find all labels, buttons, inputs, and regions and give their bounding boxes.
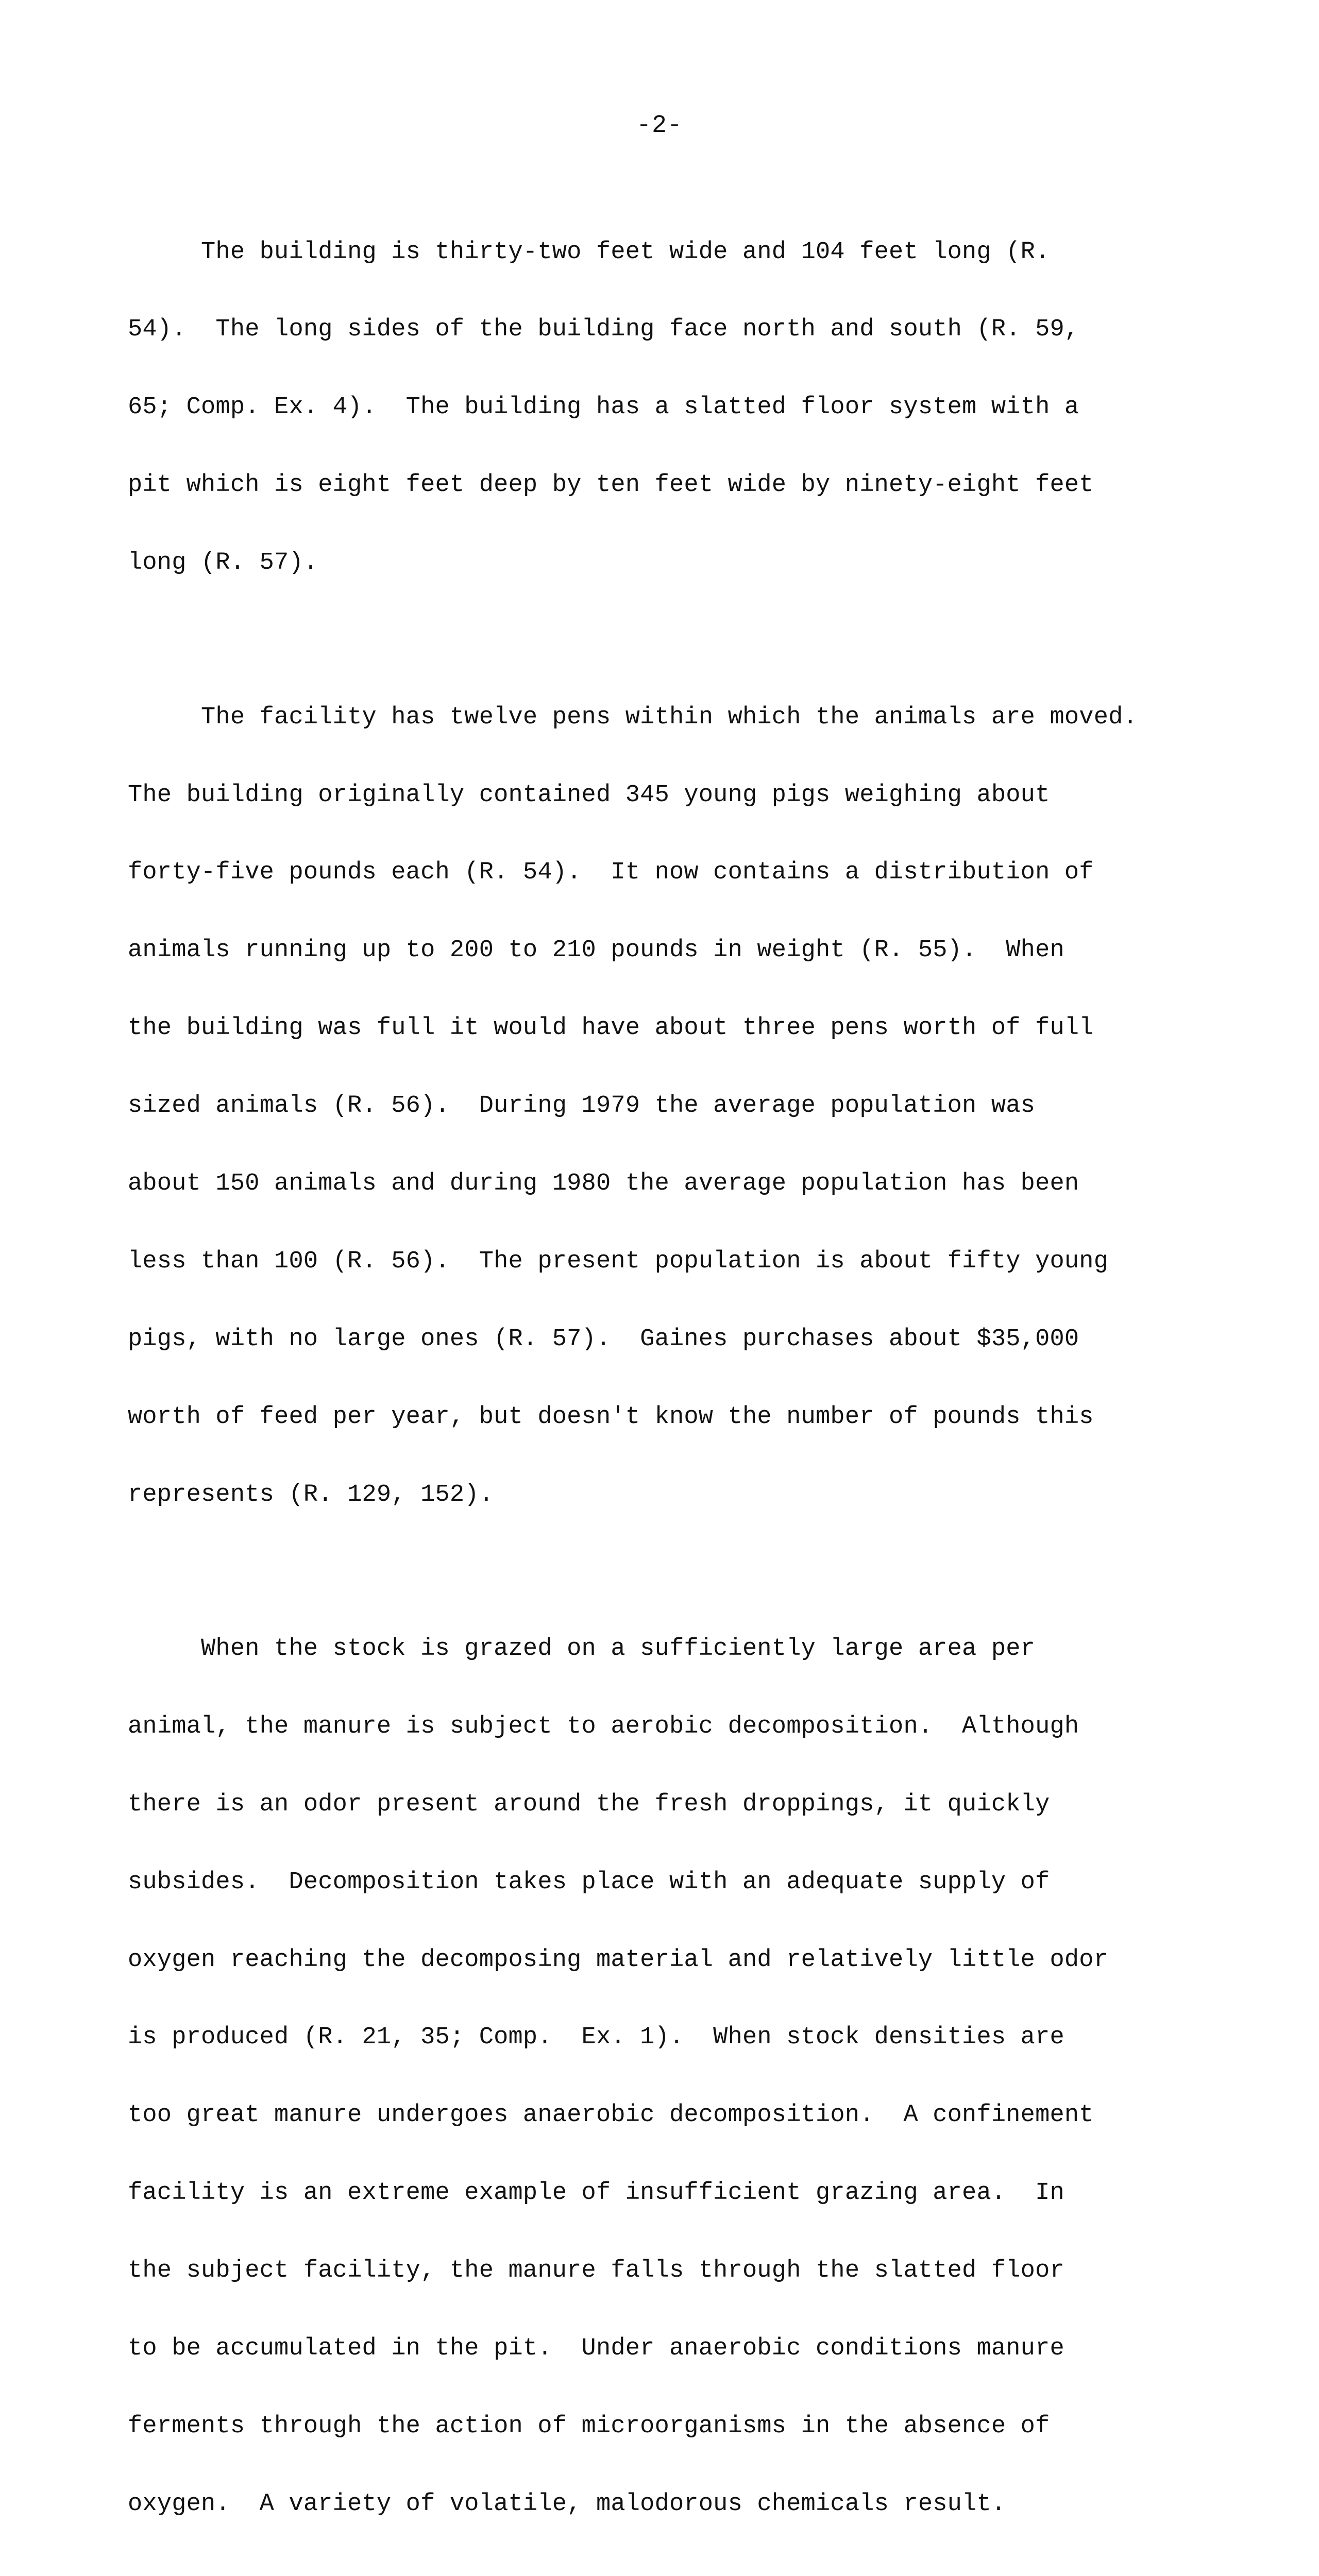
text-line: is produced (R. 21, 35; Comp. Ex. 1). When stock densities are <box>128 2024 1064 2052</box>
text-line: 54). The long sides of the building face north and south (R. 59, <box>128 316 1079 344</box>
text-line: The building is thirty-two feet wide and 104 feet long (R. <box>128 238 1050 266</box>
page-number: -2- <box>636 112 683 140</box>
text-line: ferments through the action of microorganisms in the absence of <box>128 2412 1050 2440</box>
paragraph-decomposition <box>128 1584 1220 2569</box>
text-line: less than 100 (R. 56). The present population is about fifty young <box>128 1247 1109 1275</box>
text-line: oxygen reaching the decomposing material and relatively little odor <box>128 1946 1109 1974</box>
text-line: facility is an extreme example of insufficient grazing area. In <box>128 2179 1064 2207</box>
text-line: the building was full it would have about three pens worth of full <box>128 1014 1094 1042</box>
text-line: 65; Comp. Ex. 4). The building has a slatted floor system with a <box>128 394 1079 421</box>
text-line: subsides. Decomposition takes place with an adequate supply of <box>128 1868 1050 1896</box>
text-line: worth of feed per year, but doesn't know the number of pounds this <box>128 1403 1094 1431</box>
text-line: animal, the manure is subject to aerobic decomposition. Although <box>128 1713 1079 1740</box>
document-body <box>128 188 1220 2576</box>
text-line: forty-five pounds each (R. 54). It now contains a distribution of <box>128 859 1094 887</box>
text-line: too great manure undergoes anaerobic decomposition. A confinement <box>128 2102 1094 2129</box>
text-line: animals running up to 200 to 210 pounds in weight (R. 55). When <box>128 937 1064 964</box>
text-line: oxygen. A variety of volatile, malodorous chemicals result. <box>128 2490 1006 2518</box>
text-line: pigs, with no large ones (R. 57). Gaines purchases about $35,000 <box>128 1325 1079 1353</box>
text-line: represents (R. 129, 152). <box>128 1481 494 1509</box>
text-line: The facility has twelve pens within which the animals are moved. <box>128 703 1138 731</box>
paragraph-building-dimensions <box>128 188 1220 628</box>
text-line: sized animals (R. 56). During 1979 the average population was <box>128 1092 1036 1120</box>
text-line: the subject facility, the manure falls through the slatted floor <box>128 2257 1064 2285</box>
text-line: about 150 animals and during 1980 the average population has been <box>128 1170 1079 1197</box>
text-line: there is an odor present around the fresh droppings, it quickly <box>128 1790 1050 1818</box>
paragraph-facility-pens <box>128 653 1220 1560</box>
text-line: pit which is eight feet deep by ten feet wide by ninety-eight feet <box>128 471 1094 499</box>
text-line: When the stock is grazed on a sufficiently large area per <box>128 1635 1036 1663</box>
text-line: long (R. 57). <box>128 549 318 577</box>
text-line: The building originally contained 345 young pigs weighing about <box>128 781 1050 809</box>
text-line: to be accumulated in the pit. Under anaerobic conditions manure <box>128 2335 1064 2363</box>
